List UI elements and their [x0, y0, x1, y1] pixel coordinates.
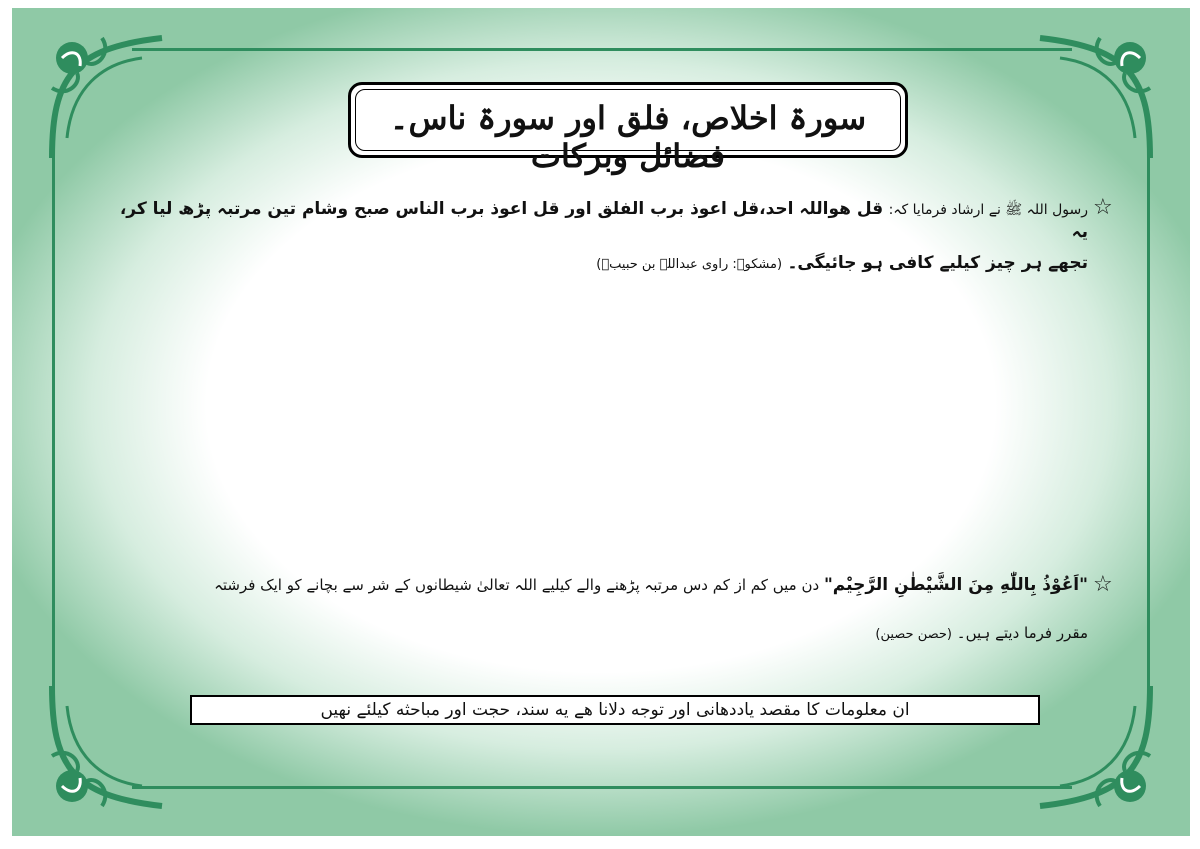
hadith1-line1	[108, 198, 1088, 242]
hadith2-text-continued: مقرر فرما دیتے ہیں۔	[956, 624, 1088, 642]
frame-line-bottom	[132, 786, 1072, 789]
corner-ornament-bottom-left	[32, 676, 182, 826]
hadith1-line2	[108, 252, 1088, 273]
frame-line-right	[1147, 128, 1150, 708]
star-bullet-icon: ☆	[1093, 572, 1113, 597]
hadith1-reference: (مشکوۃ: راوی عبداللہ بن حبیبؓ)	[596, 257, 783, 272]
hadith2-line2	[108, 624, 1088, 642]
frame-line-left	[52, 128, 55, 708]
frame-line-top	[132, 48, 1072, 51]
title-box	[348, 82, 908, 175]
star-bullet-icon: ☆	[1093, 195, 1113, 220]
corner-ornament-top-right	[1020, 18, 1170, 168]
hadith1-text-continued: تجھے ہر چیز کیلیے کافی ہو جائیگی۔	[787, 253, 1088, 273]
hadith1-text: قل ھواللہ احد،قل اعوذ برب الفلق اور قل اعوذ برب الناس صبح وشام تین مرتبہ پڑھ لیا کر، یہ	[119, 199, 1088, 242]
corner-ornament-top-left	[32, 18, 182, 168]
hadith2-line1	[108, 575, 1088, 595]
hadith2-dua: "اَعُوْذُ بِاللّٰهِ مِنَ الشَّيْطٰنِ الرَّجِيْم"	[823, 575, 1088, 595]
page-title: سورۃ اخلاص، فلق اور سورۃ ناس۔فضائل وبرکات	[389, 99, 867, 175]
corner-ornament-bottom-right	[1020, 676, 1170, 826]
disclaimer-box: ان معلومات کا مقصد یاددھانی اور توجه دلانا ھے یه سند، حجت اور مباحثه کیلئے نهیں	[190, 695, 1040, 725]
hadith2-text: دن میں کم از کم دس مرتبہ پڑھنے والے کیلیے اللہ تعالیٰ شیطانوں کے شر سے بچانے کو ایک فرشتہ	[214, 576, 820, 594]
hadith1-intro: رسول اللہ ﷺ نے ارشاد فرمایا کہ:	[888, 202, 1088, 218]
hadith2-reference: (حصن حصین)	[875, 627, 953, 642]
